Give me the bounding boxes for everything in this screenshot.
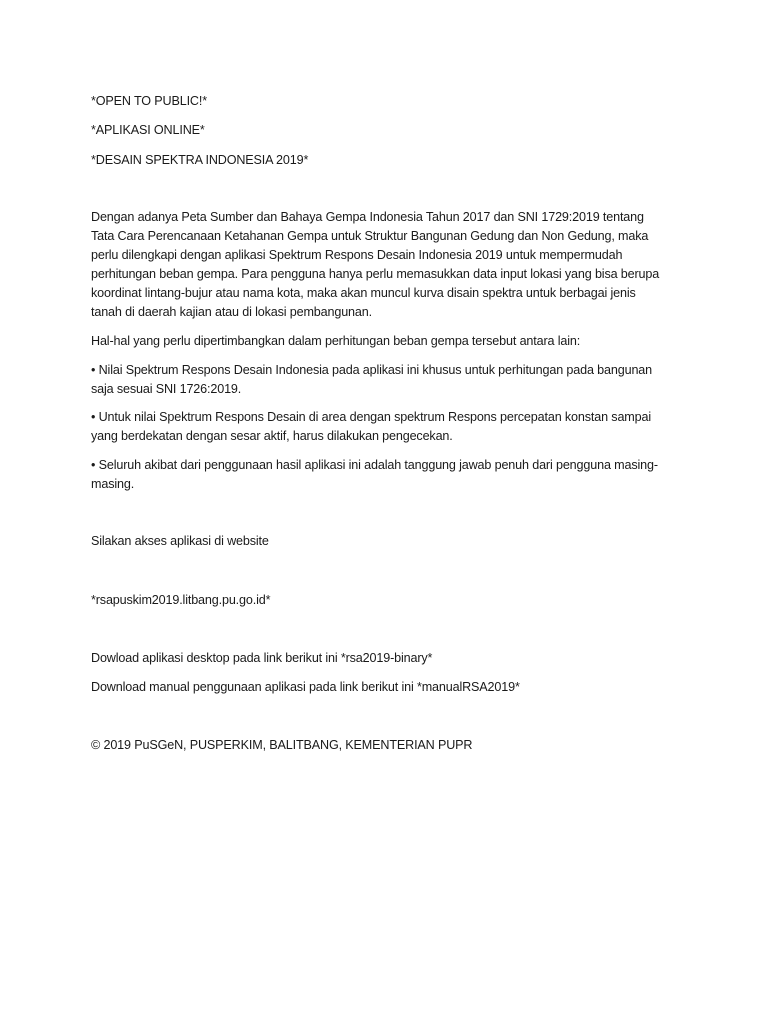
manual-download-text[interactable]: Download manual penggunaan aplikasi pada link berikut ini *manualRSA2019* bbox=[91, 680, 520, 694]
bullet-item-1: • Nilai Spektrum Respons Desain Indonesia pada aplikasi ini khusus untuk perhitungan pada bangunan saja sesuai SNI 1726:2019. bbox=[91, 363, 653, 396]
copyright-footer: © 2019 PuSGeN, PUSPERKIM, BALITBANG, KEMENTERIAN PUPR bbox=[91, 738, 473, 752]
headline-desain-spektra: *DESAIN SPEKTRA INDONESIA 2019* bbox=[91, 153, 309, 167]
desktop-download-text[interactable]: Dowload aplikasi desktop pada link berikut ini *rsa2019-binary* bbox=[91, 651, 433, 665]
headline-aplikasi-online: *APLIKASI ONLINE* bbox=[91, 123, 205, 137]
considerations-heading: Hal-hal yang perlu dipertimbangkan dalam perhitungan beban gempa tersebut antara lain: bbox=[91, 334, 581, 348]
headline-open-to-public: *OPEN TO PUBLIC!* bbox=[91, 94, 207, 108]
bullet-item-2: • Untuk nilai Spektrum Respons Desain di area dengan spektrum Respons percepatan konstan sampai yang berdekatan dengan sesar aktif, harus dilakukan pengecekan. bbox=[91, 410, 651, 443]
website-link[interactable]: *rsapuskim2019.litbang.pu.go.id* bbox=[91, 593, 271, 607]
access-text: Silakan akses aplikasi di website bbox=[91, 534, 269, 548]
bullet-item-3: • Seluruh akibat dari penggunaan hasil aplikasi ini adalah tanggung jawab penuh dari pengguna masing-masing. bbox=[91, 458, 658, 491]
intro-paragraph: Dengan adanya Peta Sumber dan Bahaya Gempa Indonesia Tahun 2017 dan SNI 1729:2019 tentang Tata Cara Perencanaan Ketahanan Gempa untuk Struktur Bangunan Gedung dan Non Gedung, maka perlu dilengkapi dengan aplikasi Spektrum Respons Desain Indonesia 2019 untuk mempermudah perhitungan beban gempa. Para pengguna hanya perlu memasukkan data input lokasi yang bisa berupa koordinat lintang-bujur atau nama kota, maka akan muncul kurva disain spektra untuk berbagai jenis tanah di daerah kajian atau di lokasi pembangunan. bbox=[91, 210, 660, 319]
